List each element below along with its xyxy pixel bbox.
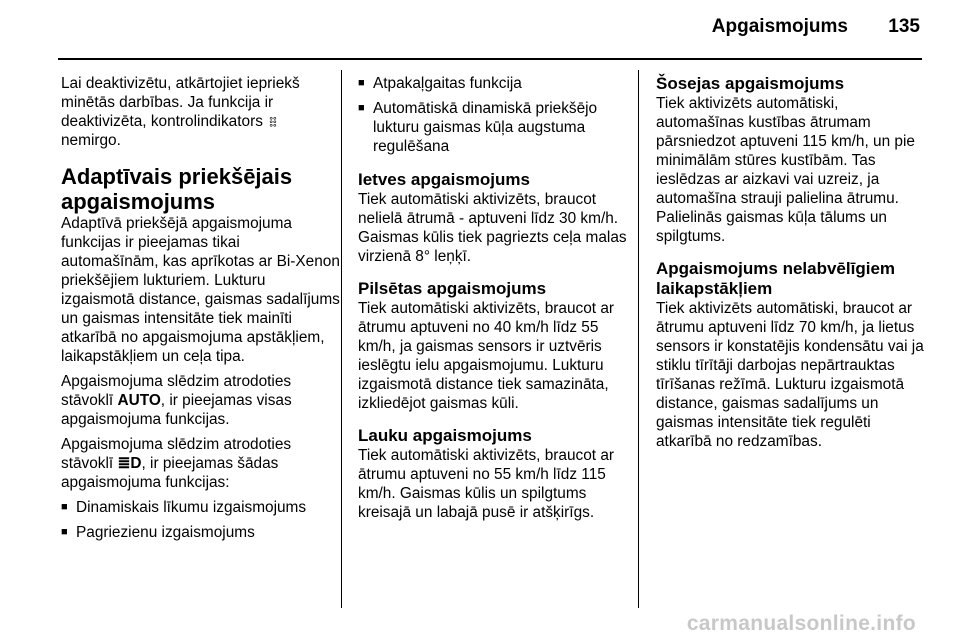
bullet-icon: ■	[61, 526, 68, 538]
list-item	[61, 498, 340, 517]
subsection-title: Lauku apgaismojums	[358, 426, 532, 445]
column-3	[656, 74, 924, 457]
section-town-lighting	[358, 170, 628, 266]
paragraph-3-text-a: Apgaismojuma slēdzim atrodoties stāvoklī	[61, 436, 292, 472]
auto-label: AUTO	[117, 392, 161, 409]
section-adverse-weather-lighting	[656, 259, 924, 451]
intro-paragraph	[61, 74, 340, 150]
intro-text-a: Lai deaktivizētu, atkārtojiet iepriekš minētās darbības. Ja funkcija ir deaktivizēta, kontrolindikators	[61, 75, 300, 130]
headlight-indicator-icon: 𐄞	[267, 114, 279, 129]
header-rule	[58, 58, 922, 60]
subsection-text: Tiek aktivizēts automātiski, automašīnas kustības ātrumam pārsniedzot aptuveni 115 km/h, un pie minimālām stūres kustībām. Tas ieslēdzas ar aizkavi vai uzreiz, ja automašīna strauji palielina ātrumu. Palielinās gaismas kūļa tālums un spilgtums.	[656, 95, 915, 245]
list-item	[358, 99, 628, 156]
section-heading: Adaptīvais priekšējais apgaismojums	[61, 164, 293, 214]
bullet-icon: ■	[358, 77, 365, 89]
page-header	[0, 0, 960, 60]
subsection-title: Pilsētas apgaismojums	[358, 279, 547, 298]
subsection-title: Šosejas apgaismojums	[656, 74, 845, 93]
list-item	[61, 523, 340, 542]
subsection-text: Tiek aktivizēts automātiski, braucot ar ātrumu aptuveni līdz 70 km/h, ja lietus sensors ir konstatējis kondensātu vai ja stiklu tīrītāji darbojas nepārtrauktas tīrīšanas režīmā. Lukturu izgaismotā distance, gaismas sadalījums un gaismas intensitāte tiek regulēti atkarībā no redzamības.	[656, 300, 924, 450]
function-list-continued	[358, 74, 628, 156]
paragraph-2-text-b: , ir pieejamas visas apgaismojuma funkcijas.	[61, 392, 292, 428]
bullet-icon: ■	[358, 102, 365, 114]
bullet-icon: ■	[61, 501, 68, 513]
subsection-text: Tiek automātiski aktivizēts, braucot ar ātrumu aptuveni no 55 km/h līdz 115 km/h. Gaismas kūlis un spilgtums kreisajā un labajā pusē ir atšķirīgs.	[358, 447, 615, 521]
list-item-label: Atpakaļgaitas funkcija	[373, 75, 522, 92]
list-item-label: Pagriezienu izgaismojums	[76, 524, 255, 541]
column-1	[61, 74, 340, 548]
header-title: Apgaismojums	[711, 16, 848, 37]
subsection-title: Apgaismojums nelabvēlīgiem laikapstākļiem	[656, 259, 896, 298]
subsection-title: Ietves apgaismojums	[358, 170, 530, 189]
column-2	[358, 74, 628, 528]
function-list	[61, 498, 340, 542]
paragraph-2	[61, 372, 340, 429]
intro-text-b: nemirgo.	[61, 132, 121, 149]
paragraph-3-text-b: , ir pieejamas šādas apgaismojuma funkcijas:	[61, 455, 279, 491]
paragraph-1: Adaptīvā priekšējā apgaismojuma funkcijas ir pieejamas tikai automašīnām, kas aprīkotas ar Bi-Xenon priekšējiem lukturiem. Lukturu izgaismotā distance, gaismas sadalījums un gaismas intensitāte tiek mainīti atkarībā no apgaismojuma apstākļiem, laikapstākļiem un ceļa tipa.	[61, 215, 340, 365]
paragraph-3	[61, 435, 340, 492]
low-beam-icon: ≣D	[117, 455, 142, 472]
page-number: 135	[888, 16, 920, 37]
watermark: carmanualsonline.info	[686, 612, 916, 635]
section-country-lighting	[358, 426, 628, 522]
list-item-label: Automātiskā dinamiskā priekšējo lukturu gaismas kūļa augstuma regulēšana	[373, 100, 598, 155]
subsection-text: Tiek automātiski aktivizēts, braucot nelielā ātrumā - aptuveni līdz 30 km/h. Gaismas kūlis tiek pagriezts ceļa malas virzienā 8° leņķī.	[358, 191, 627, 265]
section-city-lighting	[358, 279, 628, 413]
column-divider-2	[638, 70, 639, 608]
list-item-label: Dinamiskais līkumu izgaismojums	[76, 499, 307, 516]
subsection-text: Tiek automātiski aktivizēts, braucot ar ātrumu aptuveni no 40 km/h līdz 55 km/h, ja gaismas sensors ir uztvēris ieslēgtu ielu apgaismojumu. Lukturu izgaismotā distance tiek samazināta, izkliedējot gaismas kūli.	[358, 300, 615, 412]
section-motorway-lighting	[656, 74, 924, 246]
list-item	[358, 74, 628, 93]
column-divider-1	[341, 70, 342, 608]
paragraph-2-text-a: Apgaismojuma slēdzim atrodoties stāvoklī	[61, 373, 292, 409]
